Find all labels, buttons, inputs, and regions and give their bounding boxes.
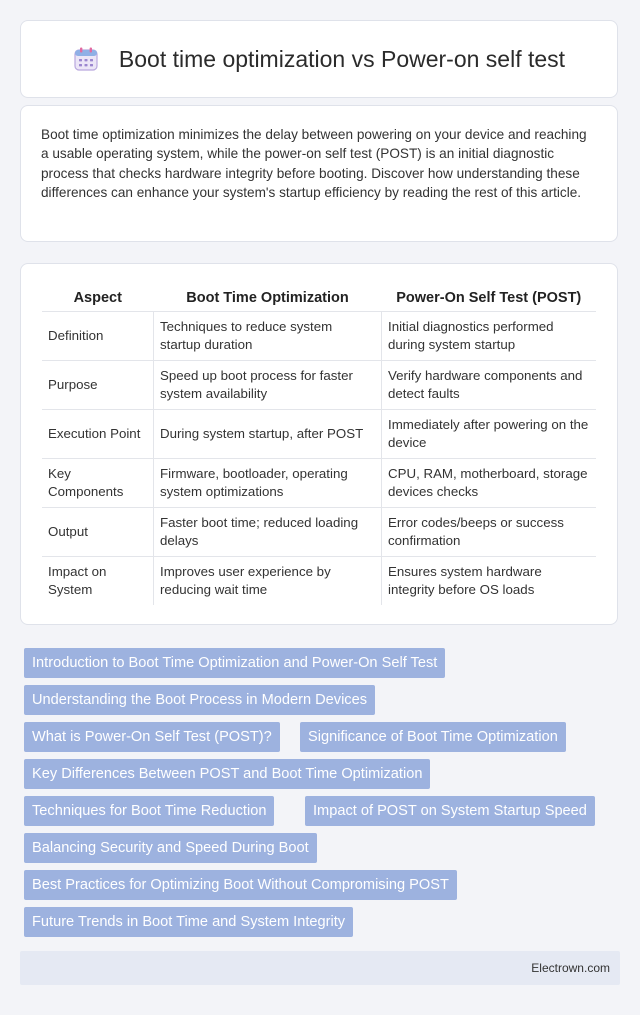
table-header-row: [42, 284, 596, 312]
row-boot-time: During system startup, after POST: [154, 410, 382, 459]
tag-balancing-security[interactable]: Balancing Security and Speed During Boot: [24, 833, 317, 863]
tag-what-is-post[interactable]: What is Power-On Self Test (POST)?: [24, 722, 280, 752]
row-post: Error codes/beeps or success confirmation: [382, 508, 597, 557]
page-title: Boot time optimization vs Power-on self test: [118, 45, 566, 72]
row-aspect: Key Components: [42, 459, 154, 508]
table-row: [42, 459, 596, 508]
tag-impact-of-post[interactable]: Impact of POST on System Startup Speed: [305, 796, 595, 826]
row-aspect: Output: [42, 508, 154, 557]
tag-future-trends[interactable]: Future Trends in Boot Time and System Integrity: [24, 907, 353, 937]
row-boot-time: Faster boot time; reduced loading delays: [154, 508, 382, 557]
table-row: [42, 312, 596, 361]
row-aspect: Purpose: [42, 361, 154, 410]
row-boot-time: Improves user experience by reducing wait time: [154, 557, 382, 606]
header-post: Power-On Self Test (POST): [396, 289, 582, 306]
row-boot-time: Techniques to reduce system startup duration: [154, 312, 382, 361]
table-row: [42, 557, 596, 606]
tag-key-differences[interactable]: Key Differences Between POST and Boot Time Optimization: [24, 759, 430, 789]
tag-best-practices[interactable]: Best Practices for Optimizing Boot Without Compromising POST: [24, 870, 457, 900]
row-post: Ensures system hardware integrity before OS loads: [382, 557, 597, 606]
calendar-icon: [73, 46, 99, 72]
comparison-table: [42, 284, 596, 605]
table-row: [42, 508, 596, 557]
row-boot-time: Speed up boot process for faster system availability: [154, 361, 382, 410]
header-boot-time-optimization: Boot Time Optimization: [186, 289, 349, 306]
tag-significance[interactable]: Significance of Boot Time Optimization: [300, 722, 566, 752]
row-aspect: Impact on System: [42, 557, 154, 606]
tag-understanding-boot-process[interactable]: Understanding the Boot Process in Modern Devices: [24, 685, 375, 715]
footer: [20, 951, 620, 985]
comparison-table-card: [20, 263, 618, 625]
row-aspect: Execution Point: [42, 410, 154, 459]
tag-introduction[interactable]: Introduction to Boot Time Optimization and Power-On Self Test: [24, 648, 445, 678]
row-post: Immediately after powering on the device: [382, 410, 597, 459]
tag-techniques[interactable]: Techniques for Boot Time Reduction: [24, 796, 274, 826]
row-aspect: Definition: [42, 312, 154, 361]
footer-brand[interactable]: Electrown.com: [531, 961, 610, 975]
title-card: [20, 20, 618, 98]
row-post: Verify hardware components and detect faults: [382, 361, 597, 410]
intro-card: [20, 105, 618, 242]
header-aspect: Aspect: [73, 289, 122, 306]
row-post: Initial diagnostics performed during system startup: [382, 312, 597, 361]
row-post: CPU, RAM, motherboard, storage devices checks: [382, 459, 597, 508]
table-row: [42, 361, 596, 410]
intro-text: Boot time optimization minimizes the delay between powering on your device and reaching a usable operating system, while the power-on self test (POST) is an initial diagnostic process that checks hardware integrity before booting. Discover how understanding these differences can enhance your system's startup efficiency by reading the rest of this article.: [41, 127, 587, 200]
row-boot-time: Firmware, bootloader, operating system optimizations: [154, 459, 382, 508]
table-row: [42, 410, 596, 459]
